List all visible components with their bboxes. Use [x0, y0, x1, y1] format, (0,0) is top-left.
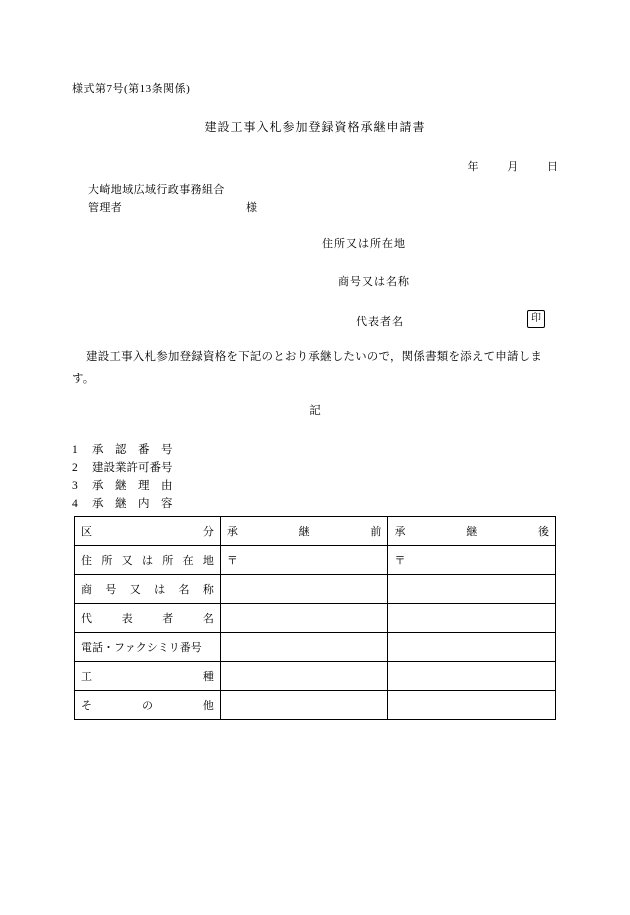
row-label-representative — [75, 604, 221, 633]
header-after — [388, 517, 556, 546]
succession-table — [74, 516, 556, 720]
cell-company-after[interactable] — [388, 575, 556, 604]
date-month-label: 月 — [507, 161, 519, 173]
date-year-label: 年 — [467, 161, 479, 173]
row-label-char: 住 — [81, 555, 92, 567]
row-label-other — [75, 691, 221, 720]
list-item-number: 1 — [72, 444, 78, 456]
row-label-address — [75, 546, 221, 575]
row-label-char: 種 — [202, 671, 214, 683]
row-label-char: 又 — [129, 584, 141, 596]
list-item — [72, 495, 173, 513]
body-paragraph: 建設工事入札参加登録資格を下記のとおり承継したいので，関係書類を添えて申請します。 — [72, 351, 543, 385]
form-number: 様式第7号(第13条関係) — [72, 83, 191, 95]
row-label-char: 号 — [105, 584, 117, 596]
row-label-char: 名 — [202, 613, 214, 625]
list-item — [72, 477, 173, 495]
header-after-char: 継 — [466, 526, 478, 538]
cell-work-type-before[interactable] — [220, 662, 388, 691]
header-before — [220, 517, 388, 546]
row-label-char: 在 — [182, 555, 194, 567]
seal-icon: 印 — [527, 310, 545, 328]
table-row — [75, 662, 556, 691]
row-label-company — [75, 575, 221, 604]
header-category-char: 区 — [81, 526, 92, 538]
row-label-char: 代 — [81, 613, 92, 625]
row-label-char: 商 — [81, 584, 92, 596]
addressee-honorific: 様 — [246, 202, 257, 214]
list-item-number: 2 — [72, 462, 78, 474]
cell-work-type-after[interactable] — [388, 662, 556, 691]
addressee-role: 管理者 — [88, 202, 123, 214]
row-label-char: 名 — [178, 584, 190, 596]
table-header-row — [75, 517, 556, 546]
row-label-char: 所 — [101, 555, 113, 567]
header-before-char: 前 — [370, 526, 382, 538]
header-after-char: 後 — [538, 526, 549, 538]
list-item — [72, 441, 173, 459]
row-label-char: 者 — [162, 613, 174, 625]
cell-representative-before[interactable] — [220, 604, 388, 633]
table-row — [75, 691, 556, 720]
table-row — [75, 546, 556, 575]
header-category-char: 分 — [202, 526, 214, 538]
numbered-item-list — [72, 441, 173, 513]
cell-phone-after[interactable] — [388, 633, 556, 662]
cell-representative-after[interactable] — [388, 604, 556, 633]
applicant-company-label: 商号又は名称 — [338, 276, 410, 288]
header-after-char: 承 — [394, 526, 406, 538]
list-item-label: 建設業許可番号 — [92, 462, 173, 474]
list-item-label: 承 継 内 容 — [92, 498, 173, 510]
addressee-organization: 大崎地域広域行政事務組合 — [88, 184, 225, 196]
row-label-char: 他 — [202, 700, 214, 712]
cell-phone-before[interactable] — [220, 633, 388, 662]
row-label-phone-fax — [75, 633, 221, 662]
applicant-address-label: 住所又は所在地 — [322, 238, 406, 250]
list-item-number: 4 — [72, 498, 78, 510]
header-before-char: 継 — [298, 526, 310, 538]
date-day-label: 日 — [547, 161, 558, 173]
row-label-char: そ — [81, 700, 92, 712]
cell-address-after[interactable]: 〒 — [388, 546, 556, 575]
table-row — [75, 633, 556, 662]
cell-other-before[interactable] — [220, 691, 388, 720]
cell-company-before[interactable] — [220, 575, 388, 604]
row-label-char: は — [154, 584, 166, 596]
row-label-char: 工 — [81, 671, 92, 683]
applicant-representative-label: 代表者名 — [356, 316, 404, 328]
row-label-work-type — [75, 662, 221, 691]
row-label-char: 表 — [121, 613, 133, 625]
row-label-char: 所 — [162, 555, 174, 567]
table-row — [75, 604, 556, 633]
row-label-char: は — [141, 555, 153, 567]
date-line — [0, 158, 558, 174]
list-item-label: 承 認 番 号 — [92, 444, 173, 456]
row-label-char: 又 — [121, 555, 133, 567]
row-label-char: 地 — [202, 555, 214, 567]
document-title: 建設工事入札参加登録資格承継申請書 — [204, 120, 426, 134]
row-label-char: の — [141, 700, 153, 712]
list-item-label: 承 継 理 由 — [92, 480, 173, 492]
row-label-char: 電話・ファクシミリ番号 — [81, 642, 202, 654]
header-before-char: 承 — [226, 526, 238, 538]
row-label-char: 称 — [202, 584, 214, 596]
header-category — [75, 517, 221, 546]
list-item — [72, 459, 173, 477]
ki-heading: 記 — [309, 405, 321, 417]
cell-other-after[interactable] — [388, 691, 556, 720]
table-row — [75, 575, 556, 604]
cell-address-before[interactable]: 〒 — [220, 546, 388, 575]
list-item-number: 3 — [72, 480, 78, 492]
